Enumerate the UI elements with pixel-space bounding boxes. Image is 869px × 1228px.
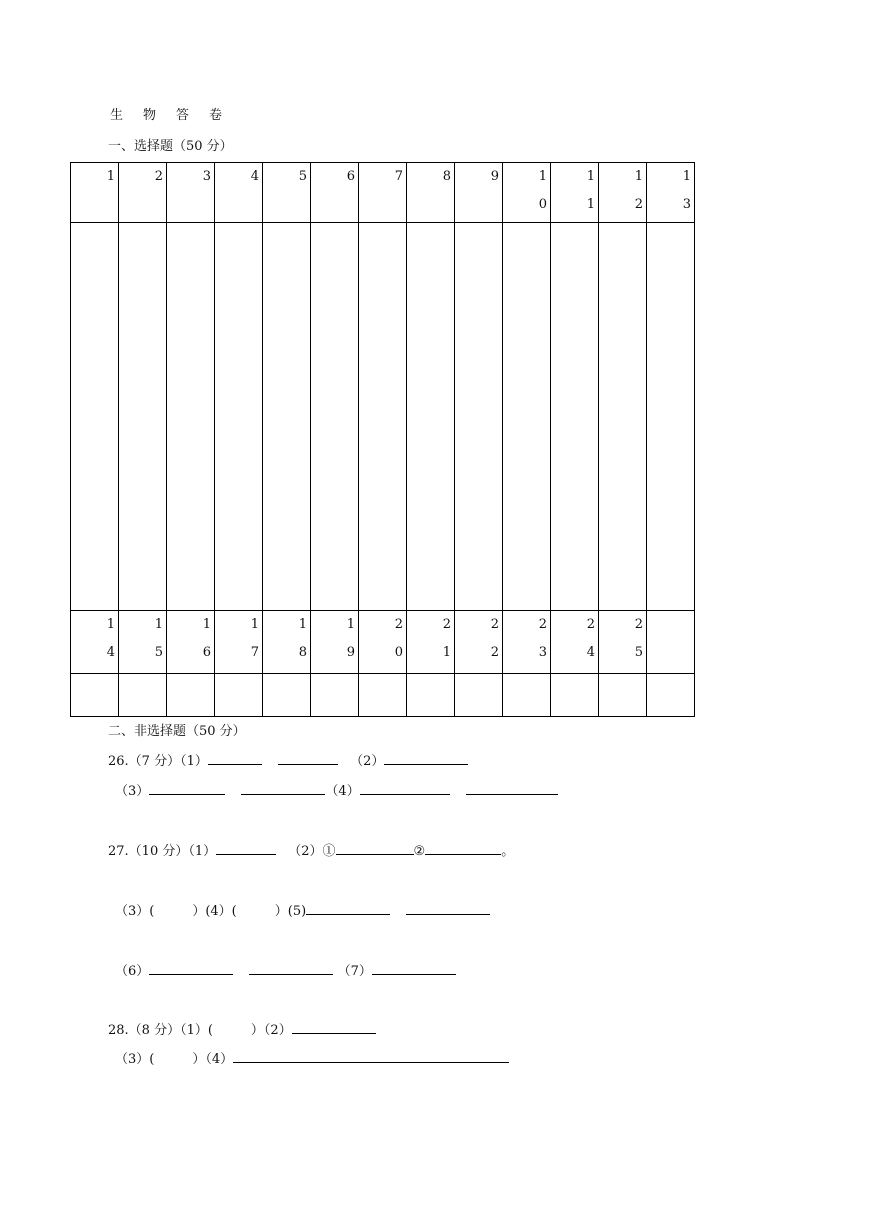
q27-end: 。	[501, 844, 515, 859]
answer-cell[interactable]	[503, 223, 551, 611]
question-number-digit: 2	[154, 169, 163, 184]
q27-part3: （3）(	[115, 904, 155, 919]
number-row-1-cell	[647, 163, 695, 223]
number-row-1-cell	[407, 163, 455, 223]
number-row-1-cell	[503, 163, 551, 223]
answer-cell[interactable]	[551, 674, 599, 717]
number-row-1	[71, 163, 695, 223]
number-row-2-cell	[359, 611, 407, 674]
title-char: 物	[143, 108, 157, 123]
question-number-digit: 4	[106, 645, 115, 660]
number-row-2-cell	[71, 611, 119, 674]
question-number-digit: 2	[634, 197, 643, 212]
number-row-1-cell	[455, 163, 503, 223]
q27-head: 27.（10 分）（1）	[108, 844, 217, 859]
q26-blank-1a[interactable]	[208, 750, 262, 765]
answer-cell[interactable]	[647, 674, 695, 717]
number-row-1-cell	[215, 163, 263, 223]
q27-line3	[115, 960, 456, 979]
question-number-digit: 0	[538, 197, 547, 212]
question-number-digit: 7	[250, 645, 259, 660]
question-number-digit: 1	[586, 197, 595, 212]
q28-line2	[115, 1048, 509, 1067]
answer-cell[interactable]	[503, 674, 551, 717]
q27-part6: （6）	[115, 964, 150, 979]
q26-part4: （4）	[325, 784, 360, 799]
q27-blank-6a[interactable]	[149, 960, 233, 975]
q26-blank-2[interactable]	[384, 750, 468, 765]
question-number-digit: 1	[442, 645, 451, 660]
question-number-digit: 1	[586, 169, 595, 184]
q27-blank-2b[interactable]	[425, 840, 501, 855]
number-row-1-cell	[311, 163, 359, 223]
q27-blank-5a[interactable]	[306, 900, 390, 915]
question-number-digit: 3	[682, 197, 691, 212]
page-title	[110, 104, 242, 123]
title-char: 卷	[209, 108, 223, 123]
question-number-digit: 8	[298, 645, 307, 660]
question-number-digit: 1	[538, 169, 547, 184]
answer-cell[interactable]	[215, 674, 263, 717]
title-char: 答	[176, 108, 190, 123]
q26-head: 26.（7 分）（1）	[108, 754, 208, 769]
q26-blank-1b[interactable]	[278, 750, 338, 765]
number-row-1-cell	[359, 163, 407, 223]
q26-part3: （3）	[115, 784, 150, 799]
answer-cell[interactable]	[647, 223, 695, 611]
question-number-digit: 2	[538, 617, 547, 632]
question-number-digit: 5	[154, 645, 163, 660]
answer-cell[interactable]	[359, 223, 407, 611]
answer-cell[interactable]	[455, 674, 503, 717]
q27-part5: ）(5)	[274, 904, 307, 919]
answer-cell[interactable]	[71, 674, 119, 717]
q26-line2	[115, 780, 558, 799]
q27-blank-6b[interactable]	[249, 960, 333, 975]
answer-cell[interactable]	[599, 223, 647, 611]
answer-cell[interactable]	[71, 223, 119, 611]
question-number-digit: 5	[298, 169, 307, 184]
q27-blank-7[interactable]	[372, 960, 456, 975]
question-number-digit: 1	[106, 617, 115, 632]
number-row-2-cell	[167, 611, 215, 674]
q27-part7: （7）	[337, 964, 372, 979]
number-row-1-cell	[599, 163, 647, 223]
q28-part3: （3）(	[115, 1052, 155, 1067]
q27-circle2: ②	[413, 844, 426, 859]
number-row-2-cell	[551, 611, 599, 674]
q26-blank-4a[interactable]	[360, 780, 450, 795]
answer-cell[interactable]	[599, 674, 647, 717]
number-row-1-cell	[71, 163, 119, 223]
question-number-digit: 4	[586, 645, 595, 660]
q27-blank-5b[interactable]	[406, 900, 490, 915]
answer-cell[interactable]	[407, 223, 455, 611]
answer-row-1	[71, 223, 695, 611]
q26-line1	[108, 750, 468, 769]
number-row-1-cell	[263, 163, 311, 223]
question-number-digit: 2	[586, 617, 595, 632]
q27-blank-2a[interactable]	[336, 840, 414, 855]
question-number-digit: 1	[298, 617, 307, 632]
question-number-digit: 2	[634, 617, 643, 632]
answer-cell[interactable]	[407, 674, 455, 717]
number-row-1-cell	[551, 163, 599, 223]
number-row-2-cell	[599, 611, 647, 674]
answer-cell[interactable]	[311, 674, 359, 717]
q28-blank-2[interactable]	[292, 1019, 376, 1034]
question-number-digit: 1	[202, 617, 211, 632]
q27-blank-1[interactable]	[216, 840, 276, 855]
question-number-digit: 2	[490, 645, 499, 660]
answer-grid	[70, 162, 695, 717]
q28-part4: ）（4）	[192, 1052, 234, 1067]
q26-blank-4b[interactable]	[466, 780, 558, 795]
question-number-digit: 0	[394, 645, 403, 660]
question-number-digit: 8	[442, 169, 451, 184]
question-number-digit: 3	[538, 645, 547, 660]
q28-head: 28.（8 分）（1）(	[108, 1023, 213, 1038]
number-row-1-cell	[119, 163, 167, 223]
question-number-digit: 1	[634, 169, 643, 184]
q27-part2: （2）①	[288, 844, 336, 859]
section-choice-heading: 一、选择题（50 分）	[108, 139, 233, 154]
number-row-1-cell	[167, 163, 215, 223]
answer-cell[interactable]	[119, 223, 167, 611]
answer-cell[interactable]	[311, 223, 359, 611]
title-char: 生	[110, 108, 124, 123]
answer-cell[interactable]	[263, 674, 311, 717]
question-number-digit: 1	[106, 169, 115, 184]
question-number-digit: 1	[250, 617, 259, 632]
question-number-digit: 2	[490, 617, 499, 632]
q28-part2: ）（2）	[250, 1023, 292, 1038]
q27-line2	[115, 900, 490, 919]
q28-blank-4[interactable]	[233, 1048, 509, 1063]
question-number-digit: 7	[394, 169, 403, 184]
q27-line1	[108, 840, 514, 859]
section-nonchoice-heading: 二、非选择题（50 分）	[108, 724, 246, 739]
question-number-digit: 4	[250, 169, 259, 184]
number-row-2-cell	[119, 611, 167, 674]
q26-blank-3b[interactable]	[241, 780, 325, 795]
question-number-digit: 9	[490, 169, 499, 184]
answer-cell[interactable]	[167, 674, 215, 717]
answer-cell[interactable]	[551, 223, 599, 611]
answer-cell[interactable]	[263, 223, 311, 611]
number-row-2-cell	[263, 611, 311, 674]
number-row-2-cell	[311, 611, 359, 674]
question-number-digit: 5	[634, 645, 643, 660]
question-number-digit: 3	[202, 169, 211, 184]
answer-cell[interactable]	[455, 223, 503, 611]
question-number-digit: 9	[346, 645, 355, 660]
q28-line1	[108, 1019, 376, 1038]
q26-blank-3a[interactable]	[149, 780, 225, 795]
question-number-digit: 1	[154, 617, 163, 632]
answer-row-2	[71, 674, 695, 717]
answer-cell[interactable]	[359, 674, 407, 717]
number-row-2	[71, 611, 695, 674]
number-row-2-cell	[455, 611, 503, 674]
number-row-2-cell	[647, 611, 695, 674]
q26-part2: （2）	[350, 754, 385, 769]
answer-cell[interactable]	[215, 223, 263, 611]
question-number-digit: 1	[682, 169, 691, 184]
question-number-digit: 6	[346, 169, 355, 184]
question-number-digit: 2	[394, 617, 403, 632]
answer-cell[interactable]	[119, 674, 167, 717]
question-number-digit: 6	[202, 645, 211, 660]
number-row-2-cell	[503, 611, 551, 674]
question-number-digit: 2	[442, 617, 451, 632]
q27-part4: ）(4）(	[192, 904, 237, 919]
question-number-digit: 1	[346, 617, 355, 632]
answer-cell[interactable]	[167, 223, 215, 611]
number-row-2-cell	[407, 611, 455, 674]
number-row-2-cell	[215, 611, 263, 674]
